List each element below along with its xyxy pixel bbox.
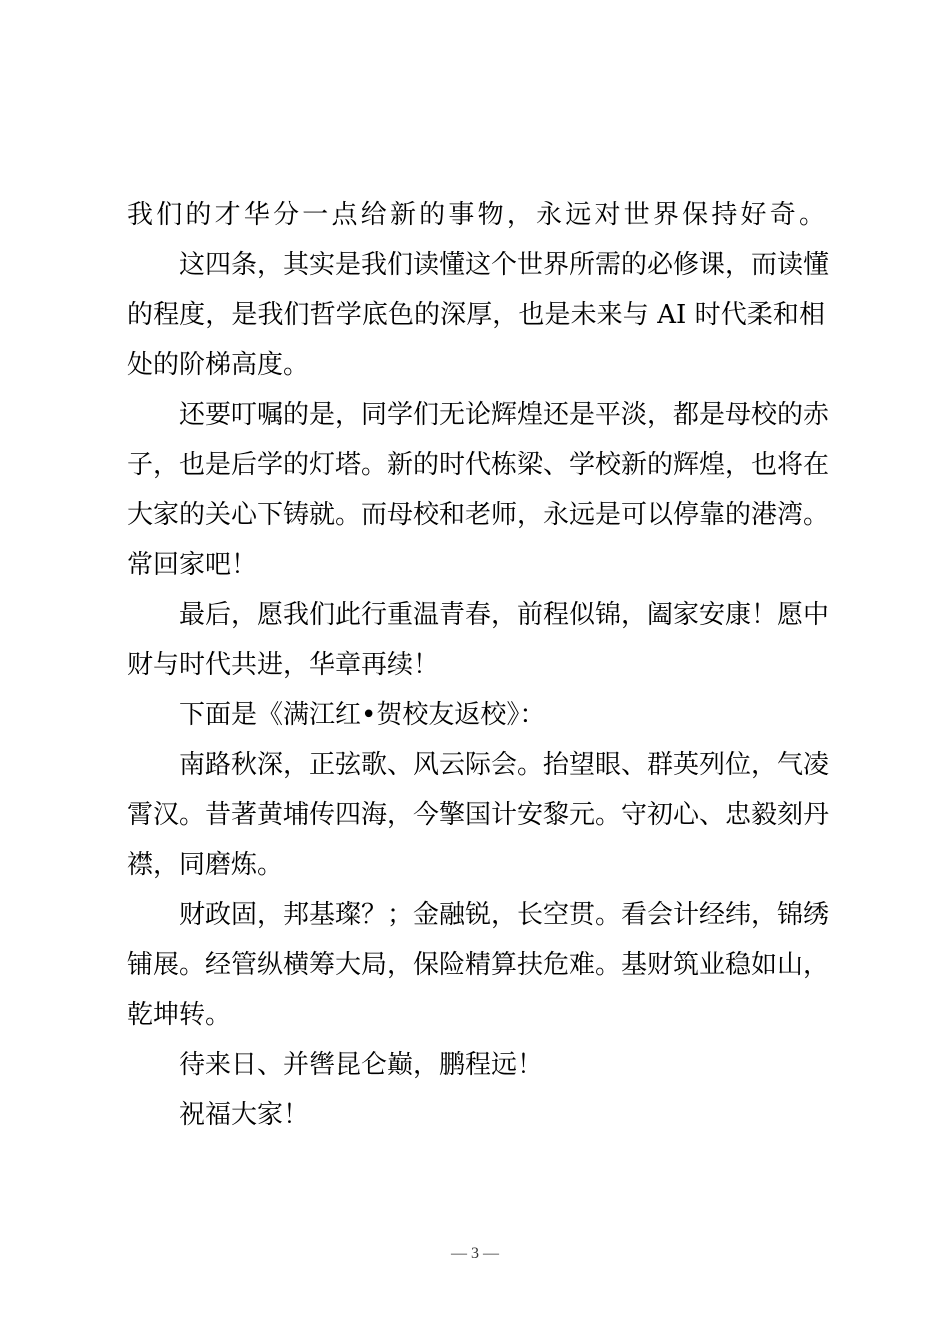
text-line: 最后，愿我们此行重温青春，前程似锦，阖家安康！愿中 [179,600,830,630]
text-line: 财政固，邦基璨？；金融锐，长空贯。看会计经纬，锦绣 [179,900,830,930]
page-number: — 3 — [451,1245,499,1262]
text-line: 这四条，其实是我们读懂这个世界所需的必修课，而读懂 [179,250,830,280]
text-line: 常回家吧！ [127,550,258,580]
text-line: 南路秋深，正弦歌、风云际会。抬望眼、群英列位，气凌 [179,750,830,780]
text-line: 霄汉。昔著黄埔传四海，今擎国计安黎元。守初心、忠毅刻丹 [127,800,830,830]
text-line: 财与时代共进，华章再续！ [127,650,440,680]
text-line: 处的阶梯高度。 [127,350,310,380]
text-line: 襟，同磨炼。 [127,850,284,880]
text-line: 的程度，是我们哲学底色的深厚，也是未来与 AI 时代柔和相 [127,300,825,330]
text-line: 我们的才华分一点给新的事物，永远对世界保持好奇。 [127,200,825,230]
text-line: 祝福大家！ [179,1100,310,1130]
text-line: 子，也是后学的灯塔。新的时代栋梁、学校新的辉煌，也将在 [127,450,830,480]
text-line: 铺展。经管纵横筹大局，保险精算扶危难。基财筑业稳如山， [127,950,830,980]
text-line: 下面是《满江红•贺校友返校》： [179,700,546,730]
text-line: 待来日、并辔昆仑巅，鹏程远！ [179,1050,544,1080]
text-line: 大家的关心下铸就。而母校和老师，永远是可以停靠的港湾。 [127,500,830,530]
text-line: 乾坤转。 [127,1000,232,1030]
text-line: 还要叮嘱的是，同学们无论辉煌还是平淡，都是母校的赤 [179,400,830,430]
